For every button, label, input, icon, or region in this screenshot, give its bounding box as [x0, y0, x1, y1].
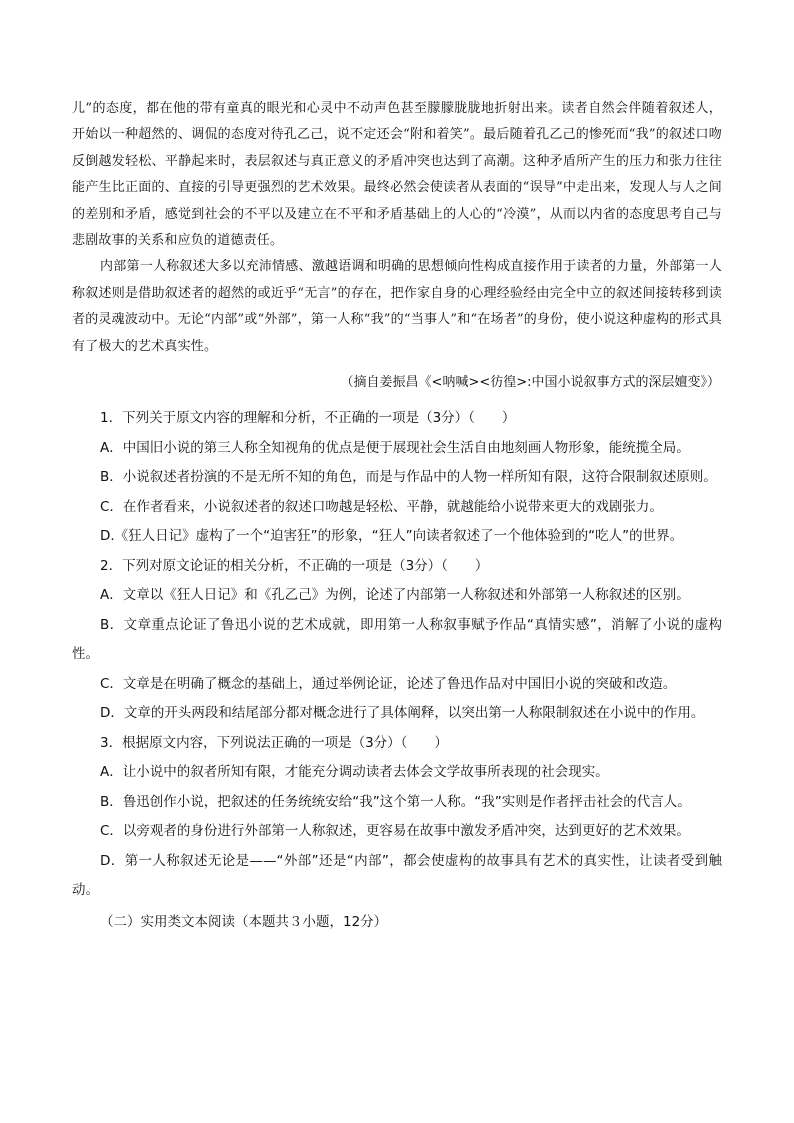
passage-source: （摘自姜振昌《<呐喊><彷徨>:中国小说叙事方式的深层嬗变》） [340, 375, 720, 391]
passage-paragraph-1: 儿”的态度，都在他的带有童真的眼光和心灵中不动声色甚至朦朦胧胧地折射出来。读者自然会伴随着叙述人，开始以一种超然的、调侃的态度对待孔乙己，说不定还会“附和着笑”。最后随着孔乙己的惨死而“我”的叙述口吻反倒越发轻松、平静起来时，表层叙述与真正意义的矛盾冲突也达到了高潮。这种矛盾所产生的压力和张力往往能产生比正面的、直接的引导更强烈的艺术效果。最终必然会使读者从表面的“误导”中走出来，发现人与人之间的差别和矛盾，感觉到社会的不平以及建立在不平和矛盾基础上的人心的“冷漠”，从而以内省的态度思考自己与悲剧故事的关系和应负的道德责任。 [72, 101, 722, 249]
section-heading: （二）实用类文本阅读（本题共３小题，12分） [100, 913, 388, 930]
document-page [72, 96, 722, 937]
question-3-option-a[interactable]: A．让小说中的叙者所知有限，才能充分调动读者去体会文学故事所表现的社会现实。 [100, 764, 609, 781]
question-2-option-d[interactable]: D．文章的开头两段和结尾部分都对概念进行了具体阐释，以突出第一人称限制叙述在小说中的作用。 [100, 705, 705, 722]
question-1-stem: 1．下列关于原文内容的理解和分析，不正确的一项是（3分）（ ） [100, 410, 516, 427]
question-3-option-d[interactable]: D．第一人称叙述无论是——“外部”还是“内部”，都会使虚构的故事具有艺术的真实性，让读者受到触动。 [72, 852, 722, 899]
question-3-option-b[interactable]: B．鲁迅创作小说，把叙述的任务统统安给“我”这个第一人称。“我”实则是作者抨击社会的代言人。 [100, 793, 691, 810]
reading-passage [72, 96, 722, 396]
question-1-option-d[interactable]: D.《狂人日记》虚构了一个“迫害狂”的形象，“狂人”向读者叙述了一个他体验到的“吃人”的世界。 [100, 528, 684, 545]
question-1-option-c[interactable]: C．在作者看来，小说叙述者的叙述口吻越是轻松、平静，就越能给小说带来更大的戏剧张力。 [100, 498, 663, 515]
question-1-option-b[interactable]: B．小说叙述者扮演的不是无所不知的角色，而是与作品中的人物一样所知有限，这符合限制叙述原则。 [100, 469, 717, 486]
question-1-option-a[interactable]: A．中国旧小说的第三人称全知视角的优点是便于展现社会生活自由地刻画人物形象，能统揽全局。 [100, 439, 690, 456]
question-list [72, 404, 722, 937]
question-3-option-c[interactable]: C．以旁观者的身份进行外部第一人称叙述，更容易在故事中激发矛盾冲突，达到更好的艺术效果。 [100, 823, 690, 840]
question-2-option-b[interactable]: B．文章重点论证了鲁迅小说的艺术成就，即用第一人称叙事赋予作品“真情实感”，消解了小说的虚构性。 [72, 616, 722, 663]
question-2-option-c[interactable]: C．文章是在明确了概念的基础上，通过举例论证，论述了鲁迅作品对中国旧小说的突破和改造。 [100, 675, 677, 692]
question-3-stem: 3．根据原文内容，下列说法正确的一项是（3分）（ ） [100, 734, 448, 751]
passage-paragraph-2: 内部第一人称叙述大多以充沛情感、激越语调和明确的思想倾向性构成直接作用于读者的力量，外部第一人称叙述则是借助叙述者的超然的或近乎“无言”的存在，把作家自身的心理经验经由完全中立的叙述间接转移到读者的灵魂波动中。无论“内部”或“外部”，第一人称“我”的“当事人”和“在场者”的身份，使小说这种虚构的形式具有了极大的艺术真实性。 [72, 259, 722, 354]
question-2-stem: 2．下列对原文论证的相关分析，不正确的一项是（3分）（ ） [100, 557, 489, 574]
question-2-option-a[interactable]: A．文章以《狂人日记》和《孔乙己》为例，论述了内部第一人称叙述和外部第一人称叙述的区别。 [100, 587, 690, 604]
